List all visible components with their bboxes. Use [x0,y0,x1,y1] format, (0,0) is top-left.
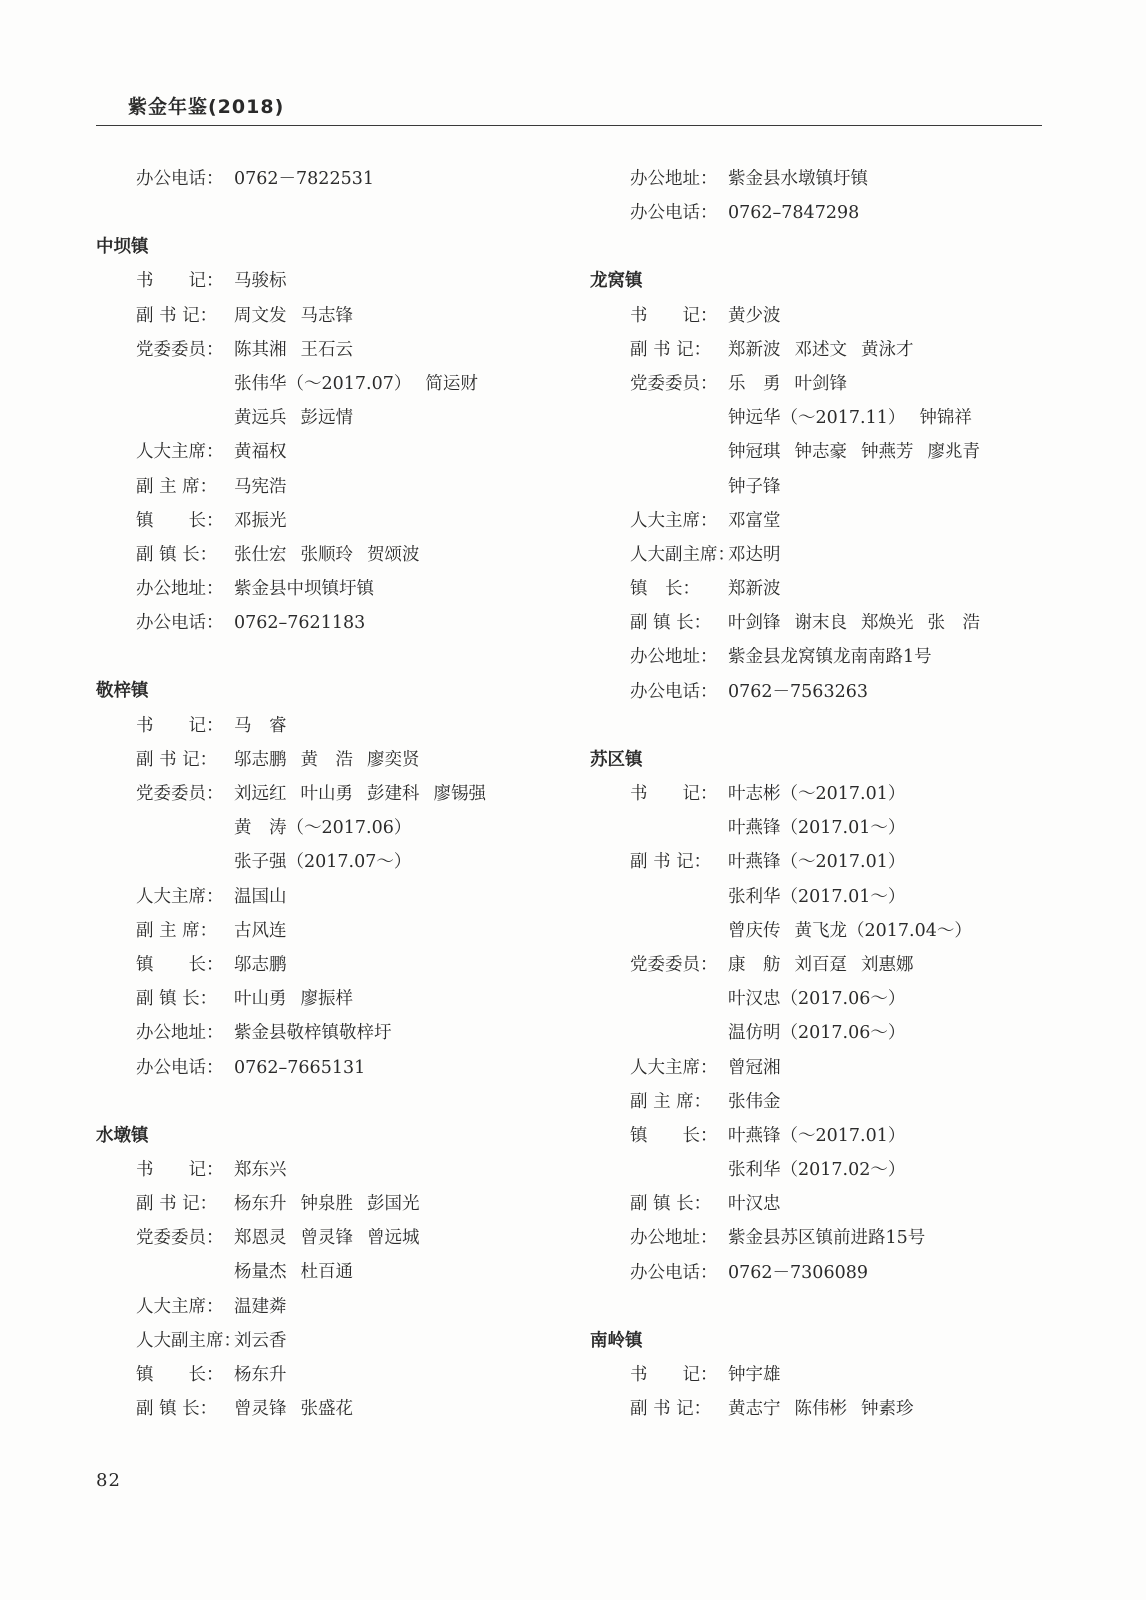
entry-row [96,470,566,504]
section-gap [590,1290,1060,1324]
right-sections [590,264,1060,1426]
person-name: 杜百通 [300,1262,353,1283]
row-values [728,196,873,230]
person-name: 0762－7306089 [728,1262,868,1283]
person-name: 郑新波 [728,579,781,600]
row-label: 书 记： [136,271,224,292]
person-name: 郑东兴 [234,1159,287,1180]
row-label: 人大副主席： [630,544,735,565]
row-values [234,470,301,504]
row-values [728,435,994,469]
person-name: 贺颂波 [367,544,420,565]
person-name: 0762－7563263 [728,681,868,702]
person-name: 黄远兵 [234,408,287,429]
row-values [728,572,795,606]
person-name: 叶剑锋 [728,613,781,634]
entry-row [590,367,1060,401]
row-label: 人大主席： [136,442,224,463]
entry-row [96,538,566,572]
row-label: 办公地址： [630,169,718,189]
row-label: 办公电话： [630,1262,718,1283]
person-name: 黄志宁 [728,1399,781,1420]
town-heading: 龙窝镇 [590,271,643,292]
person-name: 邓达明 [728,544,781,565]
section-gap [96,1085,566,1119]
entry-row [590,299,1060,333]
person-name: 邓富堂 [728,510,781,531]
entry-row [96,367,566,401]
entry-row [96,880,566,914]
right-continued-rows [590,162,1060,230]
row-label: 办公电话： [136,1057,224,1078]
row-values [728,1085,795,1119]
entry-row [96,435,566,469]
person-name: 叶剑锋 [794,373,847,394]
person-name: 刘远红 [234,784,287,804]
section-gap [590,709,1060,743]
row-values [234,504,301,538]
row-values [728,333,928,367]
entry-row [96,948,566,982]
entry-row [590,470,1060,504]
row-label: 人大主席： [630,510,718,531]
right-column [590,162,1060,1426]
row-values [728,606,994,640]
row-values [728,948,928,982]
entry-row [590,1221,1060,1255]
person-name: 张仕宏 [234,544,287,565]
person-name: 黄 浩 [300,749,353,770]
entry-row [590,606,1060,640]
person-name: 黄 涛（～2017.06） [234,818,412,839]
person-name: 廖锡强 [433,784,486,804]
town-heading: 南岭镇 [590,1330,643,1351]
row-values [234,572,388,606]
person-name: 曾灵锋 [234,1399,287,1420]
person-name: 张顺玲 [300,544,353,565]
row-label: 镇 长： [630,1125,718,1146]
row-values [234,948,301,982]
row-label: 党委委员： [136,339,224,360]
entry-row [590,1119,1060,1153]
row-label: 党委委员： [630,954,718,975]
row-values [728,367,861,401]
entry-row [96,1255,566,1289]
row-values [234,435,301,469]
row-values [728,162,882,196]
row-values [234,743,434,777]
page-header-title: 紫金年鉴(2018) [128,96,285,118]
entry-row [96,1290,566,1324]
entry-row [590,1051,1060,1085]
entry-row [590,1085,1060,1119]
person-name: 郑恩灵 [234,1228,287,1249]
entry-row [590,1358,1060,1392]
person-name: 黄少波 [728,305,781,326]
section-gap [96,196,566,230]
row-values [728,675,882,709]
row-value: 0762－7822531 [234,169,374,189]
row-values [234,1358,301,1392]
person-name: 邬志鹏 [234,954,287,975]
person-name: 马志锋 [300,305,353,326]
entry-row [590,162,1060,196]
entry-row [96,811,566,845]
row-label: 副 镇 长： [136,1399,218,1420]
person-name: 陈其湘 [234,339,287,360]
row-label: 副 镇 长： [136,544,218,565]
person-name: 黄福权 [234,442,287,463]
row-values [728,982,919,1016]
row-values [234,367,492,401]
person-name: 张 浩 [927,613,980,634]
entry-row [590,777,1060,811]
entry-row [590,504,1060,538]
entry-row [96,914,566,948]
row-values [728,811,919,845]
entry-row [590,1016,1060,1050]
row-label: 镇 长： [136,1365,224,1385]
row-label: 副 书 记： [630,339,712,360]
person-name: 彭建科 [367,784,420,804]
entry-row [590,538,1060,572]
row-values [234,1324,301,1358]
person-name: 温建粦 [234,1296,287,1317]
row-label: 人大主席： [136,1296,224,1317]
row-values [728,538,795,572]
row-values [234,1016,406,1050]
person-name: 钟燕芳 [861,442,914,463]
row-label: 副 书 记： [136,1194,218,1215]
person-name: 钟锦祥 [919,408,972,429]
entry-row [590,435,1060,469]
row-label: 副 书 记： [136,305,218,326]
entry-row [590,811,1060,845]
person-name: 0762–7847298 [728,203,860,224]
row-values [234,845,425,879]
person-name: 叶燕锋（2017.01～） [728,818,906,839]
row-label: 办公电话： [630,203,718,224]
entry-row [96,743,566,777]
person-name: 温国山 [234,886,287,907]
entry-row [590,675,1060,709]
row-label: 副 镇 长： [630,613,712,634]
person-name: 叶山勇 [300,784,353,804]
row-values [728,1051,795,1085]
entry-row [96,1392,566,1426]
entry-row [590,572,1060,606]
person-name: 紫金县水墩镇圩镇 [728,169,868,189]
row-values [234,1051,379,1085]
entry-row [96,264,566,298]
person-name: 邬志鹏 [234,749,287,770]
entry-row [590,401,1060,435]
person-name: 谢末良 [794,613,847,634]
person-name: 周文发 [234,305,287,326]
row-values [234,264,301,298]
person-name: 马宪浩 [234,476,287,497]
row-label: 副 镇 长： [136,989,218,1010]
person-name: 张利华（2017.01～） [728,886,906,907]
row-values [234,162,388,196]
row-values [234,777,500,811]
row-values [234,811,425,845]
person-name: 刘惠娜 [861,954,914,975]
row-values [728,880,919,914]
row-label: 办公地址： [136,1023,224,1044]
row-values [728,1392,928,1426]
row-values [234,1187,434,1221]
row-values [728,1256,882,1290]
person-name: 彭国光 [367,1194,420,1215]
entry-row [590,845,1060,879]
row-label: 书 记： [630,1365,718,1385]
person-name: 杨东升 [234,1194,287,1215]
row-values [728,1358,795,1392]
person-name: 钟远华（～2017.11） [728,408,906,429]
row-label: 办公电话： [630,681,718,702]
entry-row [96,333,566,367]
person-name: 彭远情 [300,408,353,429]
person-name: 曾灵锋 [300,1228,353,1249]
row-label: 副 主 席： [136,920,218,941]
row-values [728,1016,919,1050]
row-values [234,880,301,914]
section-gap [590,230,1060,264]
entry-row [96,1221,566,1255]
row-values [234,606,379,640]
row-label: 办公地址： [630,1228,718,1249]
row-label: 人大副主席： [136,1330,241,1351]
row-values [728,470,795,504]
row-values [234,333,367,367]
entry-row [96,845,566,879]
person-name: 郑焕光 [861,613,914,634]
row-values [234,1153,301,1187]
entry-row [96,1016,566,1050]
person-name: 黄飞龙（2017.04～） [794,920,972,941]
entry-row [590,1392,1060,1426]
person-name: 钟志豪 [794,442,847,463]
person-name: 邓振光 [234,510,287,531]
row-label: 镇 长： [136,954,224,975]
entry-row [590,880,1060,914]
row-values [728,504,795,538]
row-label: 书 记： [136,715,224,736]
row-values [234,1290,301,1324]
person-name: 0762–7665131 [234,1057,366,1078]
row-label: 副 书 记： [630,852,712,873]
row-label: 镇 长： [136,510,224,531]
person-name: 马 睿 [234,715,287,736]
person-name: 张子强（2017.07～） [234,852,412,873]
entry-row [590,1187,1060,1221]
row-values [728,845,919,879]
row-values [728,777,919,811]
entry-row [96,401,566,435]
row-label: 副 书 记： [630,1399,712,1420]
left-column [96,162,566,1426]
entry-row [96,606,566,640]
entry-row [96,1153,566,1187]
person-name: 张伟华（～2017.07） [234,373,412,394]
person-name: 简运财 [425,373,478,394]
row-label: 办公地址： [136,579,224,600]
entry-row [96,982,566,1016]
person-name: 黄泳才 [861,339,914,360]
row-label: 书 记： [630,305,718,326]
left-sections [96,230,566,1426]
person-name: 叶燕锋（～2017.01） [728,852,906,873]
entry-row [590,948,1060,982]
row-label: 副 主 席： [136,476,218,497]
row-label: 人大主席： [630,1057,718,1078]
row-values [728,299,795,333]
person-name: 邓述文 [794,339,847,360]
entry-row [96,709,566,743]
person-name: 钟素珍 [861,1399,914,1420]
entry-row [96,777,566,811]
person-name: 紫金县苏区镇前进路15号 [728,1228,926,1249]
entry-row [590,1256,1060,1290]
town-heading: 敬梓镇 [96,681,149,702]
entry-row [590,333,1060,367]
row-label: 办公地址： [630,647,718,668]
row-values [234,709,301,743]
person-name: 古风连 [234,920,287,941]
row-values [728,1187,795,1221]
person-name: 乐 勇 [728,373,781,394]
entry-row [590,640,1060,674]
person-name: 刘百趸 [794,954,847,975]
town-heading: 水墩镇 [96,1125,149,1146]
row-label: 办公电话： [136,613,224,634]
row-values [234,401,367,435]
row-label: 党委委员： [136,784,224,804]
row-values [234,914,301,948]
person-name: 叶燕锋（～2017.01） [728,1125,906,1146]
row-label: 人大主席： [136,886,224,907]
person-name: 廖兆青 [927,442,980,463]
row-values [234,982,367,1016]
row-values [234,1221,434,1255]
person-name: 张伟金 [728,1091,781,1112]
entry-row [590,196,1060,230]
person-name: 杨东升 [234,1365,287,1385]
entry-row [96,1187,566,1221]
person-name: 温仿明（2017.06～） [728,1023,906,1044]
row-values [728,1119,919,1153]
row-values [234,538,434,572]
town-heading: 苏区镇 [590,749,643,770]
row-values [728,914,986,948]
row-label: 党委委员： [136,1228,224,1249]
page-number: 82 [96,1470,121,1491]
row-label: 副 主 席： [630,1091,712,1112]
row-values [234,1255,367,1289]
entry-row [96,1358,566,1392]
row-label: 副 镇 长： [630,1194,712,1215]
entry-row [590,982,1060,1016]
row-values [728,1153,919,1187]
person-name: 廖奕贤 [367,749,420,770]
person-name: 曾远城 [367,1228,420,1249]
person-name: 杨量杰 [234,1262,287,1283]
person-name: 钟冠琪 [728,442,781,463]
intro-phone-row [96,162,566,196]
person-name: 王石云 [300,339,353,360]
row-label: 副 书 记： [136,749,218,770]
person-name: 廖振样 [300,989,353,1010]
town-heading: 中坝镇 [96,237,149,258]
person-name: 陈伟彬 [794,1399,847,1420]
person-name: 郑新波 [728,339,781,360]
person-name: 紫金县中坝镇圩镇 [234,579,374,600]
row-label: 镇 长： [630,579,700,600]
person-name: 紫金县敬梓镇敬梓圩 [234,1023,392,1044]
row-values [728,1221,939,1255]
person-name: 康 舫 [728,954,781,975]
section-gap [96,640,566,674]
person-name: 马骏标 [234,271,287,292]
row-values [234,299,367,333]
person-name: 钟泉胜 [300,1194,353,1215]
person-name: 叶山勇 [234,989,287,1010]
row-label: 党委委员： [630,373,718,394]
entry-row [96,1324,566,1358]
entry-row [96,299,566,333]
person-name: 刘云香 [234,1330,287,1351]
row-label: 书 记： [136,1159,224,1180]
person-name: 紫金县龙窝镇龙南南路1号 [728,647,932,668]
header-divider [96,125,1042,126]
person-name: 张盛花 [300,1399,353,1420]
person-name: 钟宇雄 [728,1365,781,1385]
entry-row [590,914,1060,948]
row-values [728,401,986,435]
row-label: 办公电话： [136,169,224,189]
row-label: 书 记： [630,784,718,804]
person-name: 张利华（2017.02～） [728,1160,906,1181]
person-name: 叶汉忠（2017.06～） [728,989,906,1010]
person-name: 曾冠湘 [728,1057,781,1078]
entry-row [590,1153,1060,1187]
person-name: 叶志彬（～2017.01） [728,784,906,804]
person-name: 曾庆传 [728,920,781,941]
person-name: 钟子锋 [728,476,781,497]
person-name: 0762–7621183 [234,613,366,634]
row-values [728,640,946,674]
entry-row [96,504,566,538]
row-values [234,1392,367,1426]
person-name: 叶汉忠 [728,1194,781,1215]
entry-row [96,1051,566,1085]
entry-row [96,572,566,606]
